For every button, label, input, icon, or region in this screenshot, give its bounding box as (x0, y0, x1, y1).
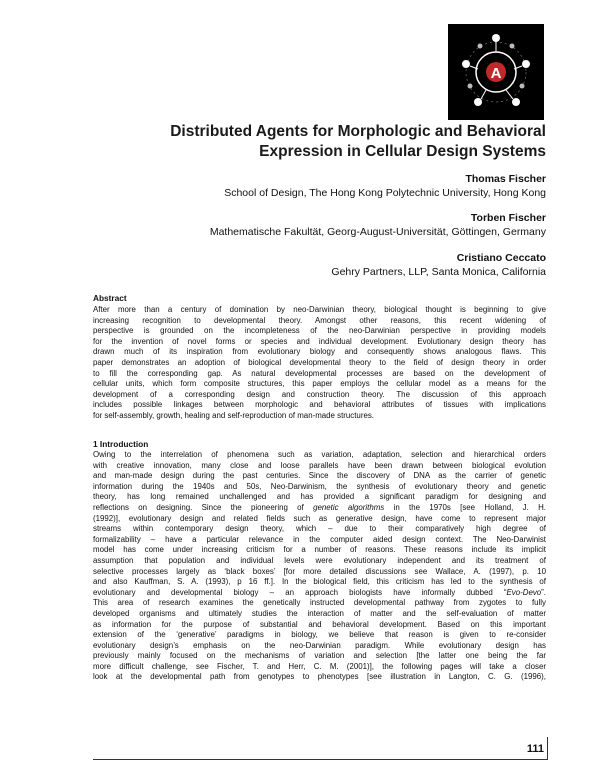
footer-rule-horizontal (93, 759, 548, 760)
intro-line: model has come under increasing criticism for a number of reasons. These reasons include its implicit (93, 545, 546, 555)
author-affiliation: Gehry Partners, LLP, Santa Monica, California (331, 266, 546, 278)
intro-line: extension of the ‘generative’ paradigms in biology, we believe that reason is given to re-consider (93, 630, 546, 640)
abstract-heading: Abstract (93, 293, 127, 303)
author-affiliation: Mathematische Fakultät, Georg-August-Universität, Göttingen, Germany (209, 226, 546, 238)
author-name: Thomas Fischer (465, 173, 546, 185)
intro-line: theory, has long remained unchallenged and has provided a significant paradigm for designing and (93, 492, 546, 502)
abstract-line: development of a corresponding design and construction theory. The discussion of this approach (93, 389, 546, 399)
abstract-line: increasing recognition to developmental theory. Amongst other reasons, this recent widening of (93, 315, 546, 325)
abstract-line: cellular units, which form composite structures, this paper employs the cellular model as a means for the (93, 379, 546, 389)
abstract-line: includes possible linkages between morphologic and behavioral attributes of tissues with implications (93, 400, 546, 410)
italic-term: genetic algorithms (313, 502, 385, 512)
introduction-heading: 1 Introduction (93, 439, 149, 449)
intro-line: reflections on designing. Since the pioneering of genetic algorithms in the 1970s [see Holland, J. H. (93, 502, 546, 512)
title-line: Expression in Cellular Design Systems (259, 143, 546, 160)
abstract-line: for self-assembly, growth, healing and self-reproduction of man-made structures. (93, 410, 374, 420)
intro-line: streams within contemporary design theory, which – due to their comparatively high degree of (93, 524, 546, 534)
intro-line: Owing to the interrelation of phenomena such as variation, adaptation, selection and hierarchical orders (93, 450, 546, 459)
intro-line: information during the 1940s and 50s, Neo-Darwinism, the synthesis of evolutionary theory and genetic (93, 481, 546, 491)
journal-logo (448, 24, 544, 120)
abstract-line: After more than a century of domination by neo-Darwinian theory, biological thought is beginning to give (93, 305, 546, 314)
intro-line: and man-made design during the past centuries. Since the discovery of DNA as the carrier of genetic (93, 471, 546, 481)
intro-line: more difficult challenge, see Fischer, T. and Herr, C. M. (2001)], the following pages will take a closer (93, 661, 546, 671)
abstract-body (93, 305, 546, 422)
abstract-line: paper demonstrates an adoption of biological developmental theory to the field of design theory in order (93, 357, 546, 367)
intro-line: This area of research examines the genetically instructed developmental pathway from zygotes to fully (93, 598, 546, 608)
intro-line: assumption that population and individual levels were evolutionary independent and its treatment of (93, 555, 546, 565)
abstract-line: perspective is grounded on the incompleteness of the neo-Darwinian perspective in providing models (93, 326, 546, 336)
italic-term: Evo-Devo (506, 587, 542, 597)
author-name: Cristiano Ceccato (456, 252, 546, 264)
paper-title (100, 122, 546, 162)
abstract-line: for the invention of novel forms or species and individual development. Evolutionary design theory has (93, 336, 546, 346)
author-name: Torben Fischer (470, 212, 546, 224)
abstract-line: drawn much of its inspiration from evolutionary biology and consequently shows analogous flaws. This (93, 347, 546, 357)
intro-line: evolutionary design’s emphasis on the neo-Darwinian paradigm. While evolutionary design has (93, 640, 546, 650)
intro-line: evolutionary and developmental biology – an approach biologists have informally dubbed “Evo-Devo”. (93, 587, 546, 597)
author-3 (100, 251, 546, 279)
logo-letter: A (490, 65, 502, 82)
intro-line: developed organisms and ultimately studies the interaction of matter and the self-evaluation of matter (93, 608, 546, 618)
author-2 (100, 211, 546, 239)
introduction-body (93, 450, 546, 683)
abstract-line: to fill the corresponding gap. As natural developmental processes are based on the development of (93, 368, 546, 378)
intro-line: selective processes largely as ‘black boxes’ [for more detailed discussions see Wallace, A. (1997), p. 10 (93, 566, 546, 576)
author-1 (100, 172, 546, 200)
intro-line: formalizability – have a particular relevance in the computer aided design context. The Neo-Darwinist (93, 534, 546, 544)
logo-mark-icon (448, 24, 544, 120)
author-affiliation: School of Design, The Hong Kong Polytechnic University, Hong Kong (224, 187, 546, 199)
title-line: Distributed Agents for Morphologic and Behavioral (170, 123, 546, 140)
intro-line: with creative innovation, many close and loose parallels have been drawn between biological evolution (93, 460, 546, 470)
footer-rule-vertical (547, 737, 548, 760)
intro-line: (1992)], evolutionary design and related fields such as generative design, have come to represent major (93, 513, 546, 523)
page-number: 111 (526, 743, 544, 755)
intro-line: previously mainly focused on the mechanisms of variation and selection [the latter one being the far (93, 651, 546, 661)
intro-line: look at the developmental path from genotypes to phenotypes [see illustration in Langton, C. G. (1996), (93, 672, 546, 682)
intro-line: as information for the purpose of substantial and behavioral development. Based on this important (93, 619, 546, 629)
intro-line: and also Kauffman, S. A. (1993), p 16 ff.]. In the biological field, this criticism has led to the synthesis of (93, 577, 546, 587)
